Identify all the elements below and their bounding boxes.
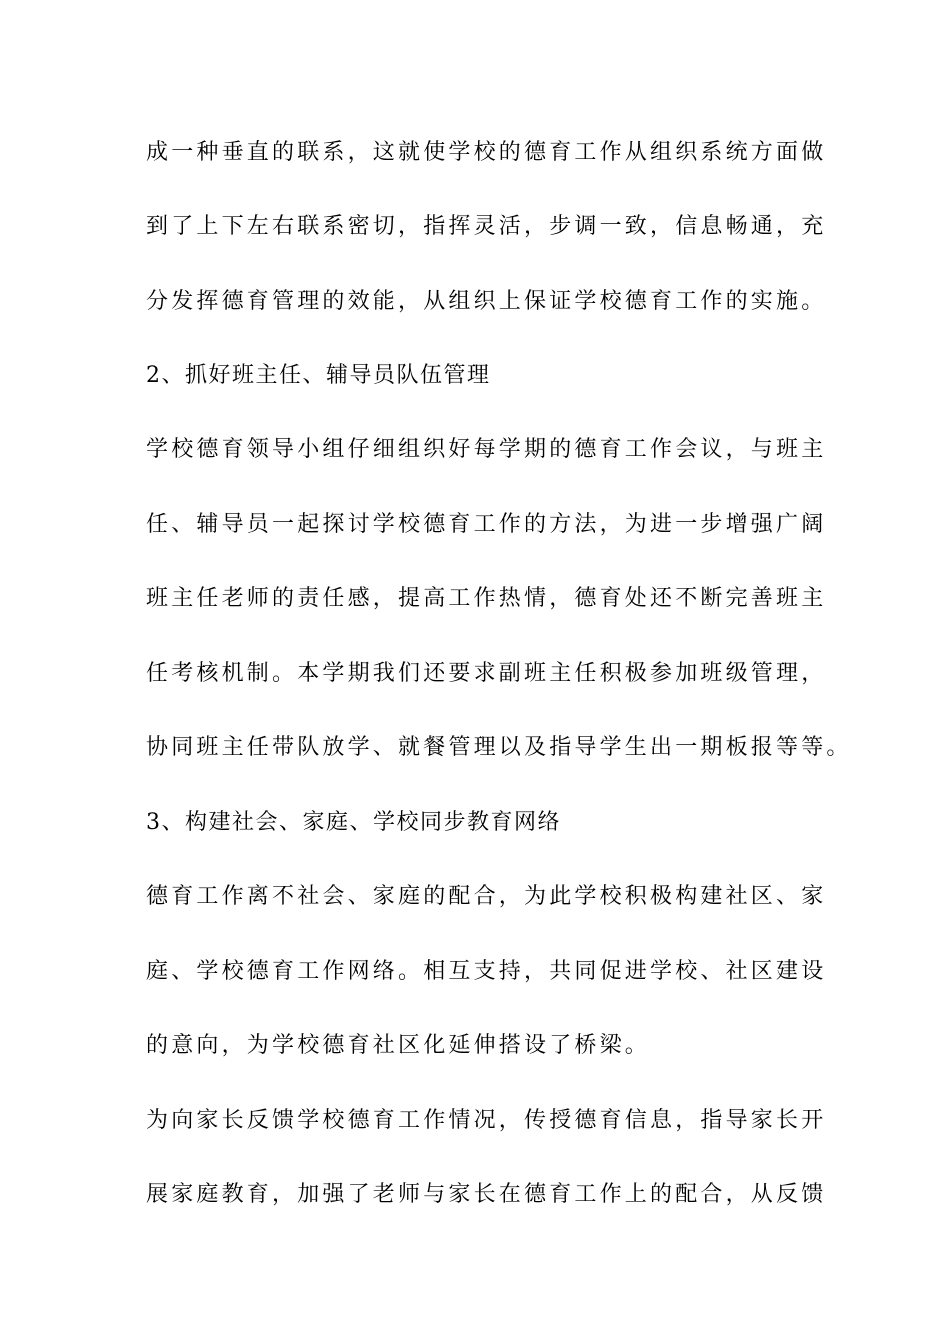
paragraph-line: 任考核机制。本学期我们还要求副班主任积极参加班级管理，: [146, 661, 827, 686]
paragraph-line: 的意向，为学校德育社区化延伸搭设了桥梁。: [146, 1033, 651, 1058]
paragraph-line: 到了上下左右联系密切，指挥灵活，步调一致，信息畅通，充: [146, 214, 827, 239]
paragraph-line: 德育工作离不社会、家庭的配合，为此学校积极构建社区、家: [146, 884, 827, 909]
paragraph-line: 班主任老师的责任感，提高工作热情，德育处还不断完善班主: [146, 586, 827, 611]
paragraph-line: 分发挥德育管理的效能，从组织上保证学校德育工作的实施。: [146, 289, 827, 314]
paragraph-line: 协同班主任带队放学、就餐管理以及指导学生出一期板报等等。: [146, 735, 852, 760]
paragraph-line: 成一种垂直的联系，这就使学校的德育工作从组织系统方面做: [146, 140, 827, 165]
paragraph-line: 任、辅导员一起探讨学校德育工作的方法，为进一步增强广阔: [146, 512, 827, 537]
paragraph-line: 为向家长反馈学校德育工作情况，传授德育信息，指导家长开: [146, 1108, 827, 1133]
section-heading-2: 2、抓好班主任、辅导员队伍管理: [146, 363, 491, 388]
paragraph-line: 庭、学校德育工作网络。相互支持，共同促进学校、社区建设: [146, 959, 827, 984]
paragraph-line: 展家庭教育，加强了老师与家长在德育工作上的配合，从反馈: [146, 1182, 827, 1207]
paragraph-line: 学校德育领导小组仔细组织好每学期的德育工作会议，与班主: [146, 437, 827, 462]
section-heading-3: 3、构建社会、家庭、学校同步教育网络: [146, 810, 561, 835]
